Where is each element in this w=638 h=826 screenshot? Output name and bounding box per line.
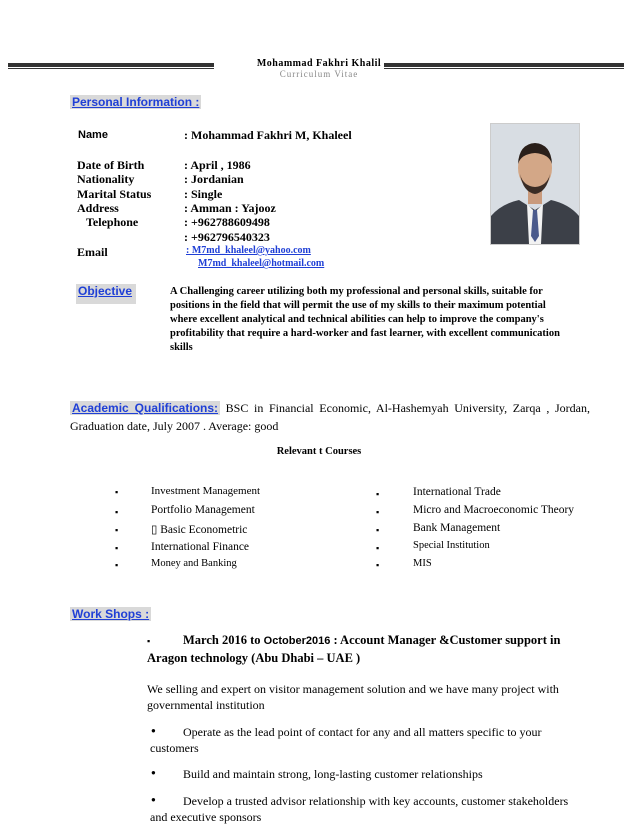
marital-status-label: Marital Status [77, 187, 152, 201]
duty-bullet: ● [151, 726, 156, 735]
job-intro: We selling and expert on visitor management solution and we have many project with governmental institution [147, 682, 559, 712]
address-label: Address [77, 201, 119, 215]
dob-label: Date of Birth [77, 158, 145, 172]
course-right-2: Micro and Macroeconomic Theory [413, 504, 575, 516]
job-title-part-2: October2016 [263, 635, 331, 647]
telephone-label: Telephone [86, 215, 139, 229]
course-left-2: Portfolio Management [151, 504, 255, 516]
course-left-3 [151, 522, 247, 536]
duty-3: Develop a trusted advisor relationship with key accounts, customer stakeholders and executive sponsors [150, 794, 569, 824]
course-bullet: ▪ [115, 560, 119, 570]
course-bullet: ▪ [376, 507, 380, 517]
nationality-value: : Jordanian [184, 172, 244, 186]
marital-status-value: : Single [184, 187, 223, 201]
course-bullet: ▪ [115, 543, 119, 553]
personal-info-heading: Personal Information : [72, 95, 200, 109]
duty-2: Build and maintain strong, long-lasting customer relationships [183, 767, 483, 781]
cv-subtitle: Curriculum Vitae [279, 69, 359, 79]
duty-bullet: ● [151, 795, 156, 804]
academic-paragraph [70, 399, 590, 435]
cv-owner-name: Mohammad Fakhri Khalil [256, 58, 382, 69]
person-portrait-icon [491, 124, 579, 244]
courses-title: Relevant t Courses [276, 446, 362, 457]
job-bullet: ▪ [147, 636, 151, 646]
job-title-part-3: : Account Manager &Customer support in Aragon technology (Abu Dhabi – UAE ) [147, 633, 561, 665]
dob-value: : April , 1986 [184, 158, 251, 172]
course-left-1: Investment Management [151, 485, 261, 497]
email-link-2[interactable]: M7md_khaleel@hotmail.com [198, 258, 325, 269]
telephone-value-1: : +962788609498 [184, 215, 270, 229]
course-bullet: ▪ [376, 560, 380, 570]
objective-heading: Objective [76, 284, 136, 304]
email-link-1[interactable]: : M7md_khaleel@yahoo.com [186, 245, 311, 256]
job-title-part-1: March 2016 to [183, 633, 264, 647]
course-left-4: International Finance [151, 541, 250, 553]
course-right-3: Bank Management [413, 522, 501, 534]
objective-text: A Challenging career utilizing both my professional and personal skills, suitable for positions in the field that will permit the use of my skills to their maximum potential where excellent analytical and technical abilities can help to improve the company's profitability that require a hard-worker and fast learner, with excellent communication skills [170, 286, 560, 353]
course-left-5: Money and Banking [151, 558, 237, 569]
course-bullet: ▪ [115, 525, 119, 535]
course-right-5: MIS [413, 558, 432, 569]
course-bullet: ▪ [115, 507, 119, 517]
nationality-label: Nationality [77, 172, 135, 186]
profile-photo [490, 123, 580, 245]
course-bullet: ▪ [115, 487, 119, 497]
course-right-4: Special Institution [413, 540, 490, 551]
name-label: Name [78, 129, 108, 141]
address-value: : Amman : Yajooz [184, 201, 276, 215]
academic-heading: Academic Qualifications: [72, 401, 219, 415]
box-glyph-icon: ▯ [151, 524, 158, 536]
course-right-1: International Trade [413, 486, 501, 498]
job-title [147, 632, 577, 667]
duty-bullet: ● [151, 768, 156, 777]
duty-1: Operate as the lead point of contact for any and all matters specific to your customers [150, 725, 542, 755]
course-left-3-label: Basic Econometric [160, 524, 248, 536]
name-value: : Mohammad Fakhri M, Khaleel [184, 128, 352, 142]
course-bullet: ▪ [376, 489, 380, 499]
telephone-value-2: : +962796540323 [184, 230, 270, 244]
academic-text: BSC in Financial Economic, Al-Hashemyah University, Zarqa , Jordan, Graduation date, July 2007 . Average: good [70, 401, 591, 433]
email-label: Email [77, 245, 108, 259]
course-bullet: ▪ [376, 525, 380, 535]
course-bullet: ▪ [376, 543, 380, 553]
workshops-heading: Work Shops : [72, 607, 150, 621]
